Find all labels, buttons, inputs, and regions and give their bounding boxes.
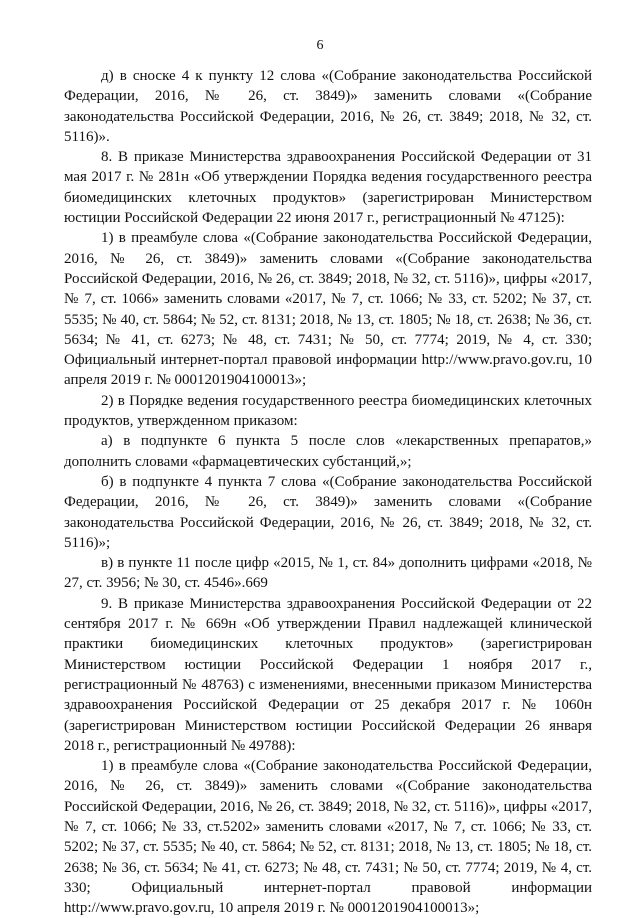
paragraph-item-8-2-v: в) в пункте 11 после цифр «2015, № 1, ст. 84» дополнить цифрами «2018, № 27, ст. 3956; № 30, ст. 4546».669: [64, 555, 592, 592]
paragraph-d-footnote: д) в сноске 4 к пункту 12 слова «(Собрание законодательства Российской Федерации, 2016, № 26, ст. 3849)» заменить словами «(Собрание законодательства Российской Федерации, 2016, № 26, ст. 3849; 2018, № 32, ст. 5116)».: [64, 68, 592, 145]
paragraph-item-8-2-b: б) в подпункте 4 пункта 7 слова «(Собрание законодательства Российской Федерации, 2016, № 26, ст. 3849)» заменить словами «(Собрание законодательства Российской Федерации, 2016, № 26, ст. 3849; 2018, № 32, ст. 5116)»;: [64, 473, 592, 551]
paragraph-item-9: 9. В приказе Министерства здравоохранения Российской Федерации от 22 сентября 2017 г. № 669н «Об утверждении Правил надлежащей клинической практики биомедицинских клеточных продуктов» (зарегистрирован Министерством юстиции Российской Федерации 1 ноября 2017 г., регистрационный № 48763) с изменениями, внесенными приказом Министерства здравоохранения Российской Федерации от 25 декабря 2017 г. № 1060н (зарегистрирован Министерством юстиции Российской Федерации 26 января 2018 г., регистрационный № 49788):: [64, 595, 592, 754]
paragraph-item-8-2: 2) в Порядке ведения государственного реестра биомедицинских клеточных продуктов, утвержденном приказом:: [64, 392, 592, 430]
page-number: 6: [316, 38, 324, 53]
paragraph-item-8-1: 1) в преамбуле слова «(Собрание законодательства Российской Федерации, 2016, № 26, ст. 3849)» заменить словами «(Собрание законодательства Российской Федерации, 2016, № 26, ст. 3849; 2018, № 32, ст. 5116)», цифры «2017, № 7, ст. 1066» заменить словами «2017, № 7, ст. 1066; № 33, ст. 5202; № 37, ст. 5535; № 40, ст. 5864; № 52, ст. 8131; 2018, № 13, ст. 1805; № 18, ст. 2638; № 36, ст. 5634; № 41, ст. 6273; № 48, ст. 7431; № 50, ст. 7774; 2019, № 4, ст. 330; Официальный интернет-портал правовой информации http://www.pravo.gov.ru, 10 апреля 2019 г. № 0001201904100013»;: [64, 230, 592, 389]
paragraph-item-8-2-a: а) в подпункте 6 пункта 5 после слов «лекарственных препаратов,» дополнить словами «фармацевтических субстанций,»;: [64, 433, 592, 470]
document-body: [64, 66, 592, 918]
paragraph-item-9-1: 1) в преамбуле слова «(Собрание законодательства Российской Федерации, 2016, № 26, ст. 3849)» заменить словами «(Собрание законодательства Российской Федерации, 2016, № 26, ст. 3849; 2018, № 32, ст. 5116)», цифры «2017, № 7, ст. 1066; № 33, ст.5202» заменить словами «2017, № 7, ст. 1066; № 33, ст. 5202; № 37, ст. 5535; № 40, ст. 5864; № 52, ст. 8131; 2018, № 13, ст. 1805; № 18, ст. 2638; № 36, ст. 5634; № 41, ст. 6273; № 48, ст. 7431; № 50, ст. 7774; 2019, № 4, ст. 330; Официальный интернет-портал правовой информации http://www.pravo.gov.ru, 10 апреля 2019 г. № 0001201904100013»;: [64, 758, 592, 917]
paragraph-item-8: 8. В приказе Министерства здравоохранения Российской Федерации от 31 мая 2017 г. № 281н «Об утверждении Порядка ведения государственного реестра биомедицинских клеточных продуктов» (зарегистрирован Министерством юстиции Российской Федерации 22 июня 2017 г., регистрационный № 47125):: [64, 149, 592, 227]
